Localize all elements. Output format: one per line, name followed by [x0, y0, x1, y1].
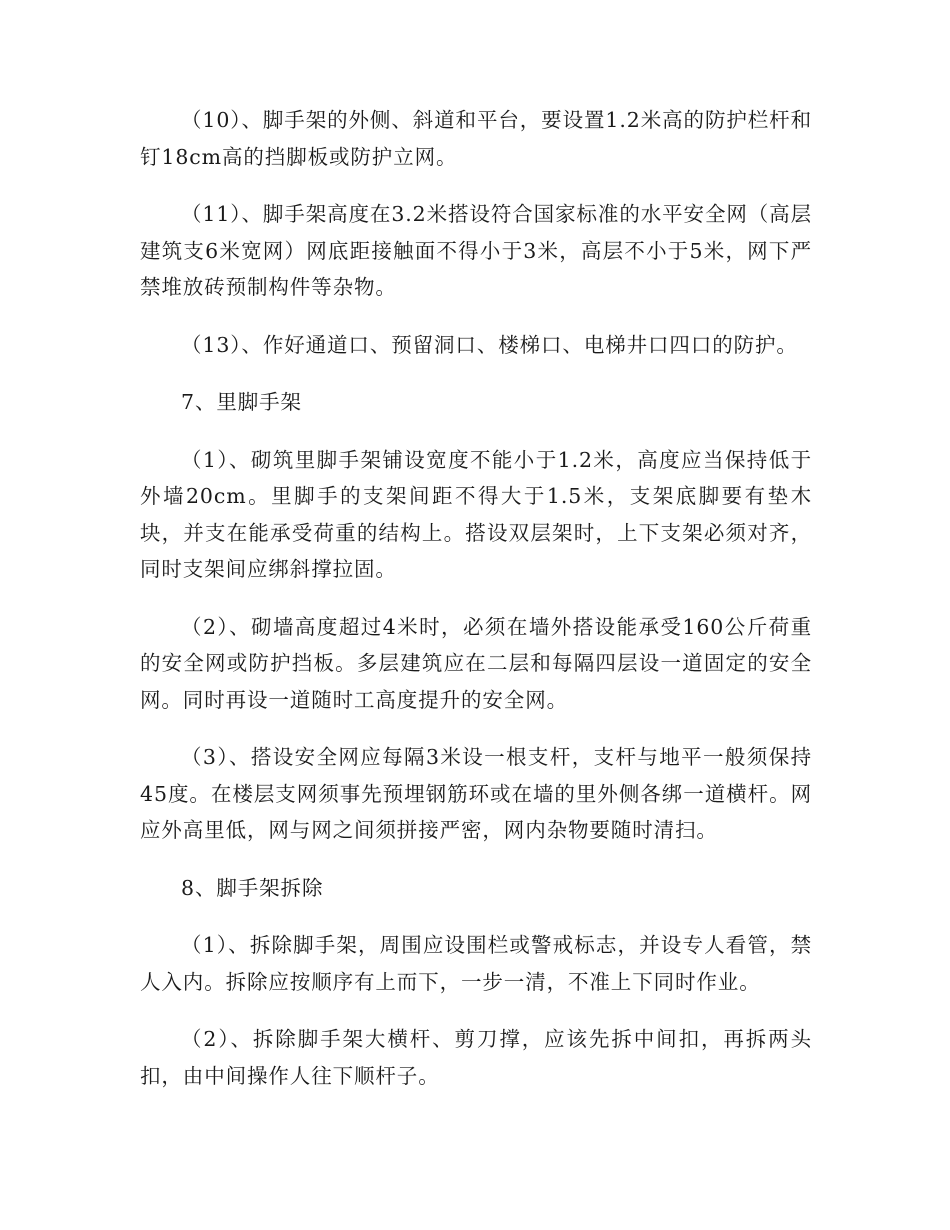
paragraph-8-1: （1）、拆除脚手架，周围应设围栏或警戒标志，并设专人看管，禁人入内。拆除应按顺序有上而下，一步一清，不准上下同时作业。	[140, 933, 812, 994]
section-heading-8: 8、脚手架拆除	[181, 875, 324, 900]
paragraph-7-2: （2）、砌墙高度超过4米时，必须在墙外搭设能承受160公斤荷重的安全网或防护挡板。多层建筑应在二层和每隔四层设一道固定的安全网。同时再设一道随时工高度提升的安全网。	[140, 614, 812, 712]
paragraph-8-2: （2）、拆除脚手架大横杆、剪刀撑，应该先拆中间扣，再拆两头扣，由中间操作人往下顺杆子。	[140, 1027, 812, 1088]
paragraph-7-3: （3）、搭设安全网应每隔3米设一根支杆，支杆与地平一般须保持45度。在楼层支网须事先预埋钢筋环或在墙的里外侧各绑一道横杆。网应外高里低，网与网之间须拼接严密，网内杂物要随时清扫。	[140, 745, 812, 842]
paragraph-10: （10）、脚手架的外侧、斜道和平台，要设置1.2米高的防护栏杆和钉18cm高的挡脚板或防护立网。	[140, 108, 812, 169]
paragraph-13: （13）、作好通道口、预留洞口、楼梯口、电梯井口四口的防护。	[181, 332, 798, 357]
section-heading-7: 7、里脚手架	[181, 390, 302, 414]
document-page	[140, 102, 812, 1115]
paragraph-11: （11）、脚手架高度在3.2米搭设符合国家标准的水平安全网（高层建筑支6米宽网）网底距接触面不得小于3米，高层不小于5米，网下严禁堆放砖预制构件等杂物。	[140, 202, 812, 299]
paragraph-7-1: （1）、砌筑里脚手架铺设宽度不能小于1.2米，高度应当保持低于外墙20cm。里脚手的支架间距不得大于1.5米，支架底脚要有垫木块，并支在能承受荷重的结构上。搭设双层架时，上下支架必须对齐，同时支架间应绑斜撑拉固。	[140, 447, 812, 581]
